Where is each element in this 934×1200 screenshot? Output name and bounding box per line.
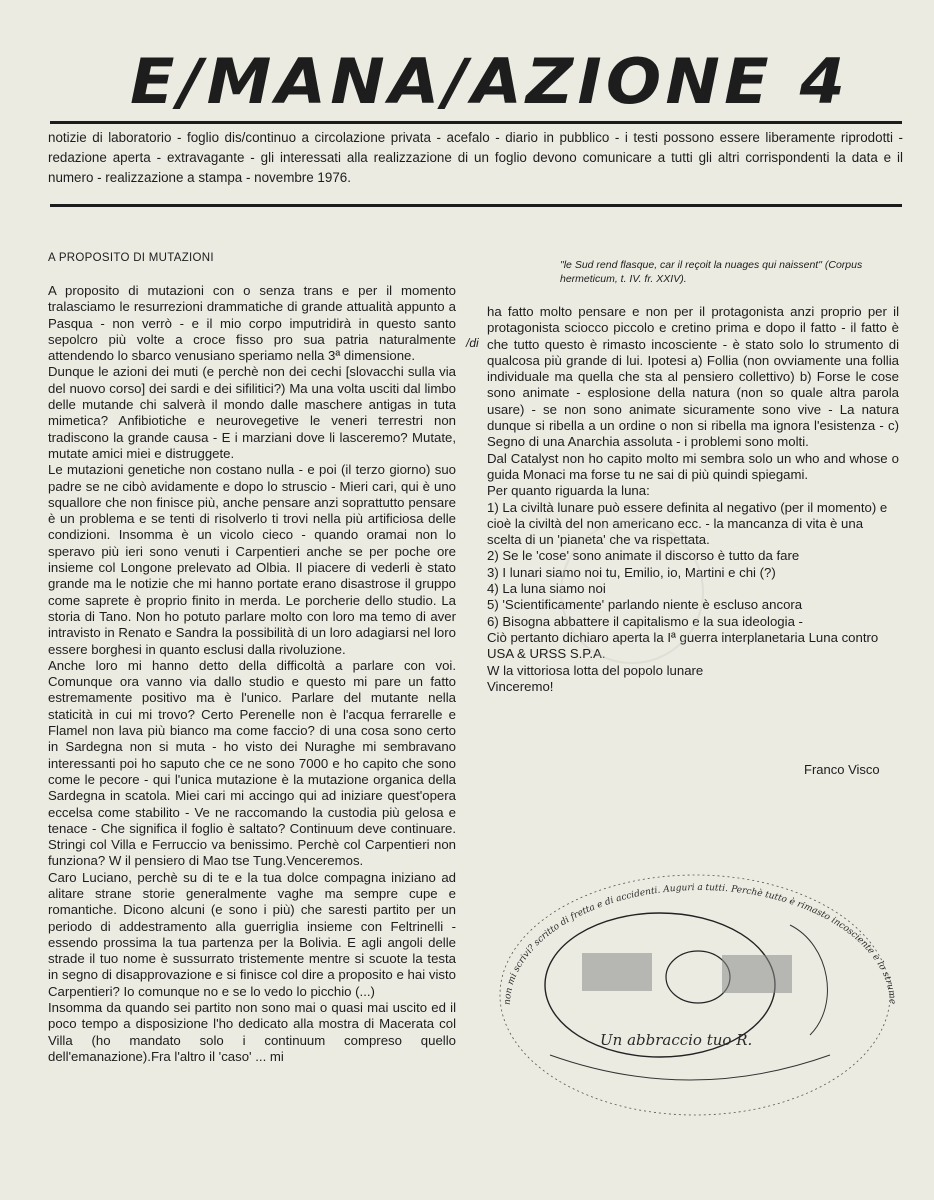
list-item: 1) La civiltà lunare può essere definita al negativo (per il momento) e cioè la civiltà del non americano ecc. - la mancanza di vita è una scelta di un 'pianeta' che va rispettata. xyxy=(487,499,888,548)
left-column xyxy=(48,283,456,1065)
handwritten-note xyxy=(490,855,910,1125)
handwriting-drawing xyxy=(490,855,910,1125)
paragraph: ha fatto molto pensare e non per il protagonista anzi proprio per il protagonista sciocco piccolo e cretino prima e dopo il fatto - il fatto è che tutto questo è rimasto incosciente - è stato solo lo strumento di qualcosa più grande di lui. Ipotesi a) Follia (non ovviamente una follia individuale ma quella che sta al pensiero collettivo) b) Forse le cose sono animate - esplosione della natura (non so quale altra parola usare) - se non sono animate sicuramente sono vive - La natura dunque si ribella a un ordine o non si ribella ma ignora l'esistenza - c) Segno di una Anarchia assoluta - i problemi sono molti. xyxy=(487,304,899,450)
article-title: A PROPOSITO DI MUTAZIONI xyxy=(48,252,214,264)
list-intro: Per quanto riguarda la luna: xyxy=(487,483,650,499)
list-item: 3) I lunari siamo noi tu, Emilio, io, Martini e chi (?) xyxy=(487,564,776,580)
paragraph: Caro Luciano, perchè su di te e la tua dolce compagna iniziano ad alitare strane storie generalmente vaghe ma sempre cupe e romantiche. Dicono alcuni (e sono i più) che saresti partito per un periodo di addestramento alla guerriglia insieme con Feltrinelli - essendo prossima la tua partenza per la Bolivia. E agli angoli delle strade il tuo nome è sussurrato tristemente mentre si scuote la testa in segno di disapprovazione e si finisce col dire a proposito e hai visto Carpentieri? Io comunque no e se lo vedo lo picchio (...) xyxy=(48,869,456,999)
list-item: 4) La luna siamo noi xyxy=(487,581,606,597)
paragraph: Dal Catalyst non ho capito molto mi sembra solo un who and whose o guida Monaci ma forse tu ne sai di più quindi spiegami. xyxy=(487,450,899,482)
margin-correction: /di xyxy=(466,336,479,350)
signature: Franco Visco xyxy=(804,762,880,777)
paragraph: A proposito di mutazioni con o senza trans e per il momento tralasciamo le resurrezioni drammatiche di grande attualità appunto a Pasqua - non verrò - e il mio corpo imputridirà in questo santo sepolcro più volte a croce fisso pro sua patria naturalmente attendendo lo sbarco venusiano speriamo nella 3ª dimensione. xyxy=(48,283,456,364)
subtitle-text: notizie di laboratorio - foglio dis/continuo a circolazione privata - acefalo - diario in pubblico - i testi possono essere liberamente riprodotti - redazione aperta - extravagante - gli interessati alla realizzazione di un foglio devono comunicare a tutti gli altri corrispondenti la data e il numero - realizzazione a stampa - novembre 1976. xyxy=(48,130,903,185)
list-item: 5) 'Scientificamente' parlando niente è escluso ancora xyxy=(487,597,803,613)
paragraph: Dunque le azioni dei muti (e perchè non dei cechi [slovacchi sulla via del nuovo corso] dei sardi e dei sifilitici?) Ma una volta usciti dal limbo delle mutande chi salverà il mondo dalle maschere antigas in tuta mimetica? Anfibiotiche e neurovegetive le veneri terrestri non tradiscono la grande causa - E i marziani dove li lasceremo? Mutate, mutate amici miei e distruggete. xyxy=(48,364,456,461)
closing-line: W la vittoriosa lotta del popolo lunare xyxy=(487,662,704,678)
masthead-title: E/MANA/AZIONE 4 xyxy=(130,45,850,118)
paragraph: Le mutazioni genetiche non costano nulla - e poi (il terzo giorno) suo padre se ne cibò avidamente e dopo lo struscio - Mieri cari, qui è uno squallore che non finisce più, anche pensare anzi soprattutto pensare è un problema e se tenti di risolverlo ti trovi nella più artificiosa delle condizioni. Insomma è un vicolo cieco - quando oramai non lo speravo più ieri sono venuti i Carpentieri anche se per poche ore insieme col Longone prelevato ad Olbia. Il piacere di vederli è stato grande ma le notizie che mi hanno portate erano disastrose il gruppo come saprete è proprio finito in merda. Le porcherie dello studio. La storia di Tano. Non ho potuto parlare molto con loro ma temo di aver intravisto in Renato e Sandra la possibilità di un loro adagiarsi nel loro essere borghesi in quanto esclusi dalla rivoluzione. xyxy=(48,462,456,657)
list-item: 2) Se le 'cose' sono animate il discorso è tutto da fare xyxy=(487,548,800,564)
top-rule xyxy=(50,121,902,124)
handwritten-greeting: Un abbraccio tuo R. xyxy=(600,1031,753,1049)
closing-line: Vinceremo! xyxy=(487,678,554,694)
paragraph: Anche loro mi hanno detto della difficoltà a parlare con voi. Comunque ora vanno via dallo studio e questo mi pare un fatto estremamente positivo ma è l'unico. Parlare del mutante nella staticità in cui mi trovo? Certo Perenelle non è l'acqua ferrarelle e Flamel non lava più bianco ma come faccio? di una cosa sono certo in Sardegna non si muta - ho visto dei Nuraghe mi sembravano interessanti poi ho saputo che ce ne sono 7000 e ho capito che sono come le pecore - qui l'unica mutazione è la mutazione organica della Sardegna in scatola. Miei cari mi accingo qui ad iniziare quest'opera eccelsa come stabilito - Ve ne raccomando la custodia più gelosa e tenace - Che significa il foglio è saltato? Continuum deve continuare. Stringi col Villa e Ferruccio va benissimo. Perchè col Carpentieri non funziona? W il pensiero di Mao tse Tung.Venceremos. xyxy=(48,657,456,869)
bottom-rule xyxy=(50,204,902,207)
closing-line: Ciò pertanto dichiaro aperta la Iª guerra interplanetaria Luna contro USA & URSS S.P.A. xyxy=(487,629,879,662)
handwritten-ring-text: non mi scrivi? scritto di fretta e di accidenti. Auguri a tutti. Perchè tutto è rimasto incosciente e lo strume xyxy=(502,882,898,1006)
watermark-stamp xyxy=(560,520,704,664)
right-column xyxy=(487,304,899,695)
list-item: 6) Bisogna abbattere il capitalismo e la sua ideologia - xyxy=(487,613,803,629)
paragraph: Insomma da quando sei partito non sono mai o quasi mai uscito ed il poco tempo a disposizione l'ho dedicato alla mostra di Macerata col Villa (ho mandato solo i continuum compreso quello dell'emanazione).Fra l'altro il 'caso' ... mi xyxy=(48,1000,456,1064)
epigraph: "le Sud rend flasque, car il reçoit la nuages qui naissent" (Corpus hermeticum, t. IV. fr. XXIV). xyxy=(560,259,863,285)
